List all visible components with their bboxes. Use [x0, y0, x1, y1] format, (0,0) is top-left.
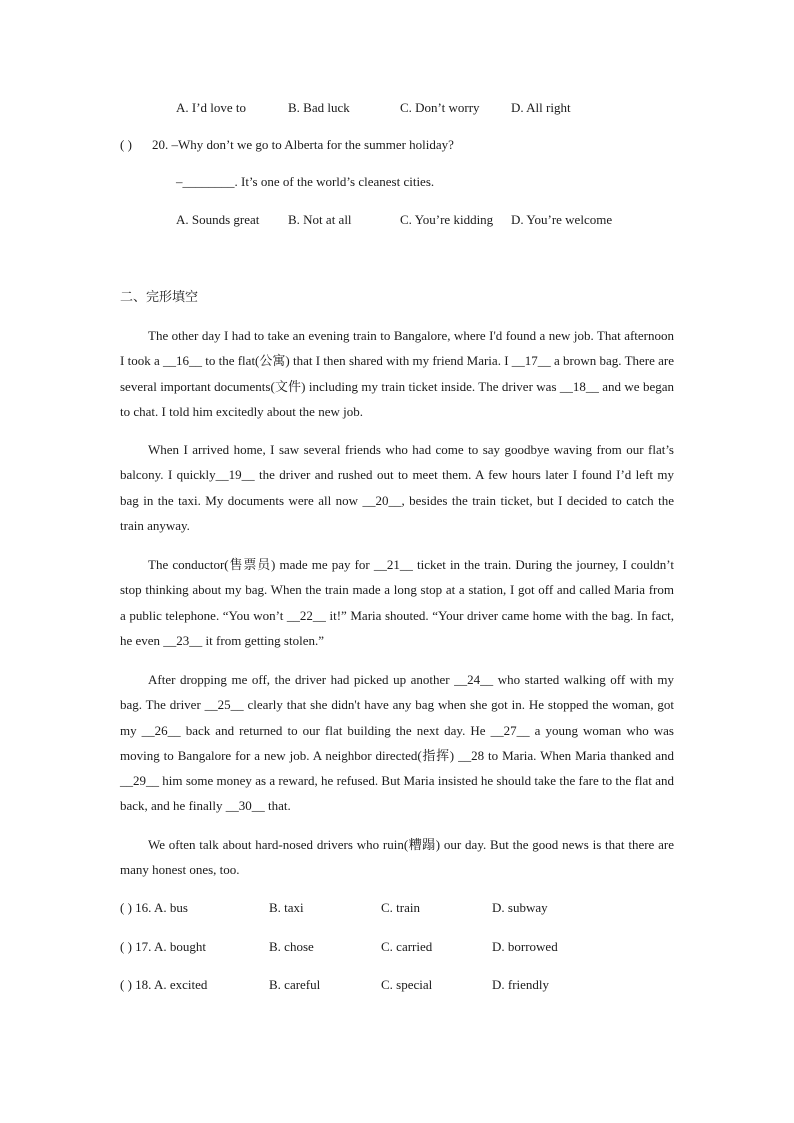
q19-option-a: A. I’d love to [176, 100, 247, 115]
q16-option-c: C. train [381, 900, 420, 915]
q19-option-d: D. All right [511, 100, 571, 115]
q20-option-a: A. Sounds great [176, 212, 260, 227]
paragraph-text: When I arrived home, I saw several friends who had come to say goodbye waving from our flat’s balcony. I quickly__19__ the driver and rushed out to meet them. A few hours later I found I’d left my bag in the taxi. My documents were all now __20__, besides the train ticket, but I decided to catch the train anyway. [120, 442, 674, 533]
q18-option-d: D. friendly [492, 977, 550, 992]
paragraph-text: The conductor(售票员) made me pay for __21__ ticket in the train. During the journey, I couldn’t stop thinking about my bag. When the train made a long stop at a station, I got off and called Maria from a public telephone. “You won’t __22__ it!” Maria shouted. “Your driver came home with the bag. In fact, he even __23__ it from getting stolen.” [120, 557, 674, 648]
passage-paragraph-1 [120, 323, 674, 424]
paragraph-text: The other day I had to take an evening train to Bangalore, where I'd found a new job. That afternoon I took a __16__ to the flat(公寓) that I then shared with my friend Maria. I __17__ a brown bag. There are several important documents(文件) including my train ticket inside. The driver was __18__ and we began to chat. I told him excitedly about the new job. [120, 328, 674, 419]
q16-option-b: B. taxi [269, 900, 304, 915]
passage-paragraph-2 [120, 437, 674, 538]
q20-option-b: B. Not at all [288, 212, 352, 227]
q19-option-b: B. Bad luck [288, 100, 350, 115]
q17-option-d: D. borrowed [492, 939, 558, 954]
paragraph-text: We often talk about hard-nosed drivers who ruin(糟蹋) our day. But the good news is that there are many honest ones, too. [120, 837, 674, 878]
q20-option-c: C. You’re kidding [400, 212, 494, 227]
q16-option-d: D. subway [492, 900, 548, 915]
q18-option-c: C. special [381, 977, 433, 992]
q20-option-d: D. You’re welcome [511, 212, 613, 227]
passage-paragraph-3 [120, 552, 674, 653]
q17-option-b: B. chose [269, 939, 314, 954]
q20-stem: 20. –Why don’t we go to Alberta for the summer holiday? [152, 137, 454, 152]
q16-label: ( ) 16. A. bus [120, 900, 188, 915]
passage-paragraph-4 [120, 667, 674, 819]
passage-paragraph-5 [120, 832, 674, 883]
section-title: 二、完形填空 [120, 290, 199, 305]
q18-label: ( ) 18. A. excited [120, 977, 208, 992]
q20-answer-paren: ( ) [120, 137, 132, 152]
paragraph-text: After dropping me off, the driver had picked up another __24__ who started walking off with my bag. The driver __25__ clearly that she didn't have any bag when she got in. He stopped the woman, got my __26__ back and returned to our flat building the next day. He __27__ a young woman who was moving to Bangalore for a new job. A neighbor directed(指挥) __28 to Maria. When Maria thanked and __29__ him some money as a reward, he refused. But Maria insisted he should take the fare to the flat and back, and he finally __30__ that. [120, 672, 674, 814]
q20-reply: –________. It’s one of the world’s cleanest cities. [176, 174, 435, 189]
q17-option-c: C. carried [381, 939, 433, 954]
q19-option-c: C. Don’t worry [400, 100, 480, 115]
q17-label: ( ) 17. A. bought [120, 939, 206, 954]
q18-option-b: B. careful [269, 977, 321, 992]
